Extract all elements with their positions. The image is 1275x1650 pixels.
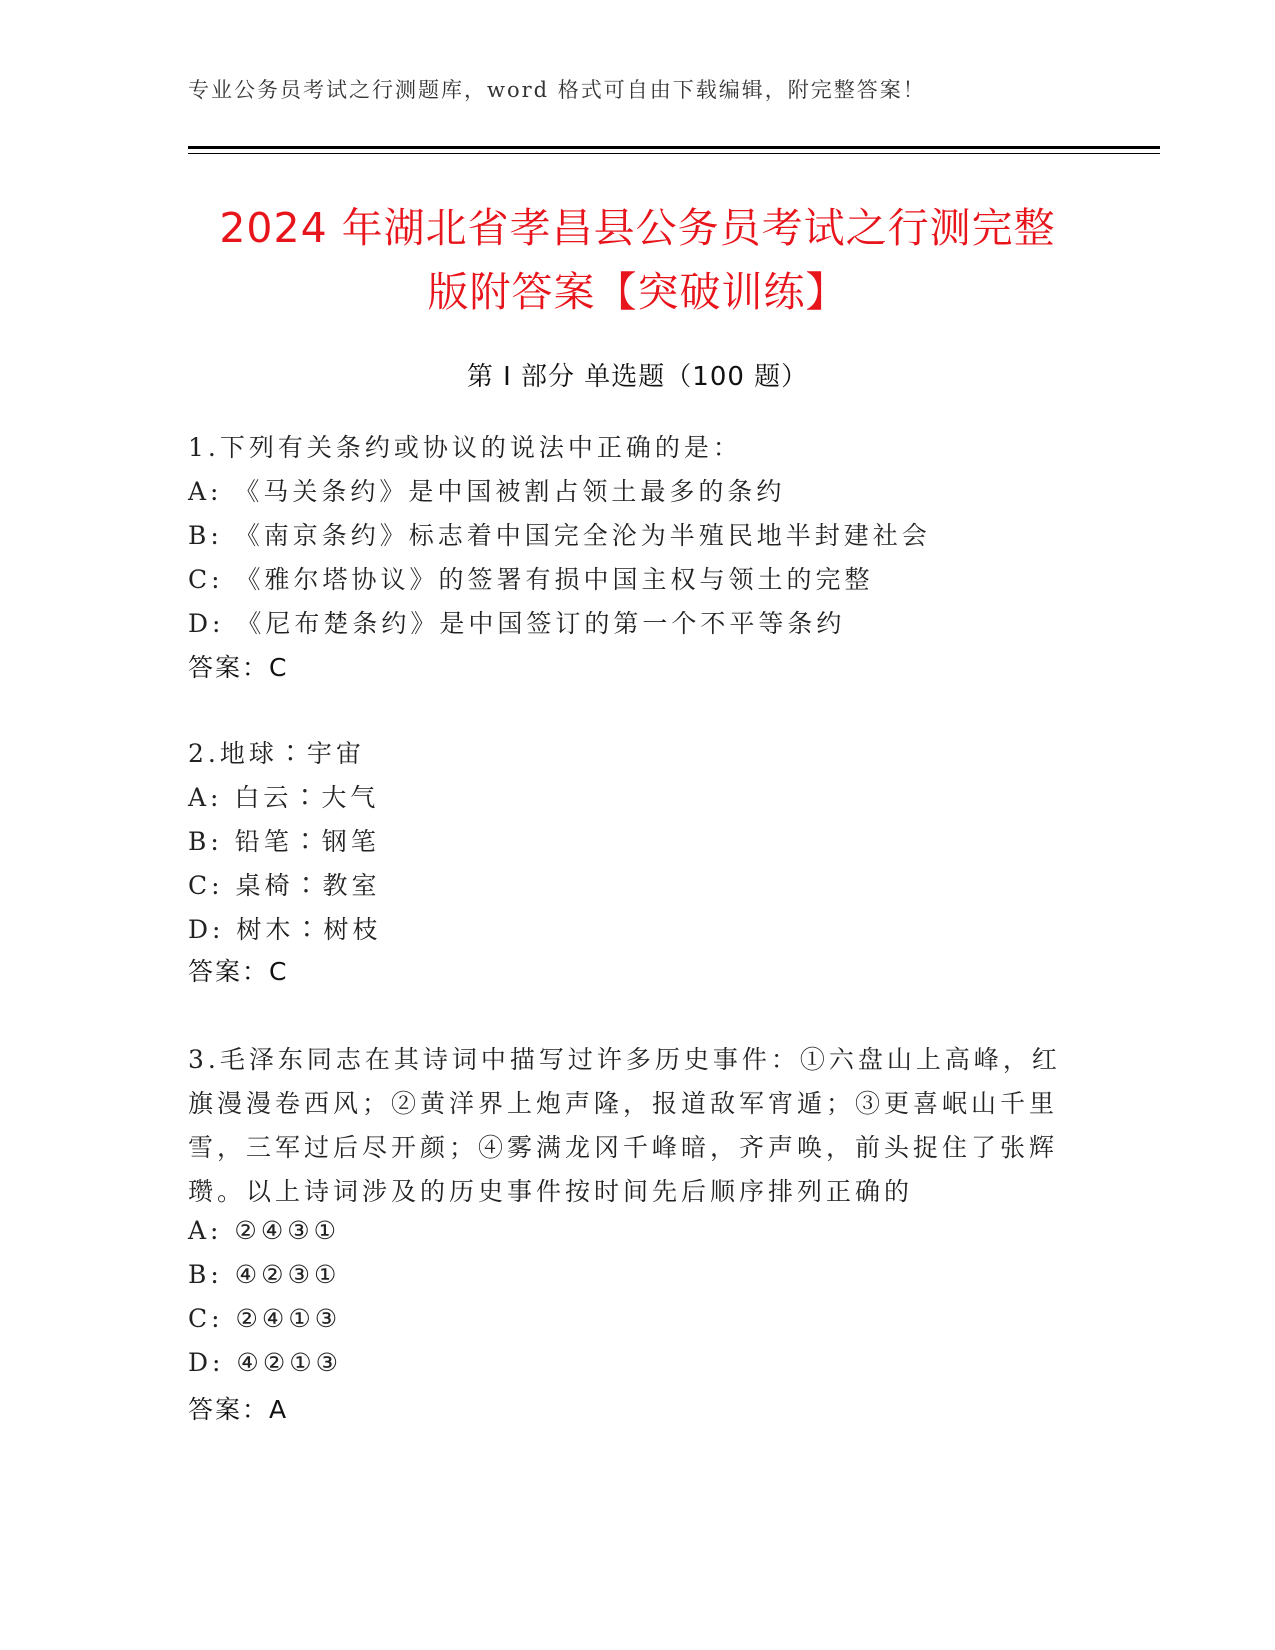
- title-line-1: 2024 年湖北省孝昌县公务员考试之行测完整: [219, 204, 1056, 252]
- option-a: A: 白云∶大气: [188, 783, 380, 812]
- answer-line: 答案：A: [188, 1395, 289, 1424]
- document-title: [140, 196, 1135, 324]
- option-d: D: 《尼布楚条约》是中国签订的第一个不平等条约: [188, 609, 846, 638]
- question-stem: 2.地球∶宇宙: [188, 739, 365, 768]
- option-b: B: ④②③①: [188, 1260, 341, 1289]
- option-d: D: 树木∶树枝: [188, 915, 382, 944]
- header-note: 专业公务员考试之行测题库，word 格式可自由下载编辑，附完整答案！: [188, 78, 926, 102]
- answer-line: 答案：C: [188, 653, 289, 682]
- option-a: A: ②④③①: [188, 1216, 341, 1245]
- question-stem-line-2: 旗漫漫卷西风；②黄洋界上炮声隆，报道敌军宵遁；③更喜岷山千里: [188, 1089, 1059, 1118]
- option-c: C: 《雅尔塔协议》的签署有损中国主权与领土的完整: [188, 565, 874, 594]
- answer-line: 答案：C: [188, 957, 289, 986]
- title-line-2: 版附答案【突破训练】: [427, 268, 848, 316]
- header-rule-thin: [188, 153, 1160, 154]
- option-b: B: 《南京条约》标志着中国完全沦为半殖民地半封建社会: [188, 521, 931, 550]
- question-stem-line-1: 3.毛泽东同志在其诗词中描写过许多历史事件：①六盘山上高峰，红: [188, 1045, 1061, 1074]
- option-a: A: 《马关条约》是中国被割占领土最多的条约: [188, 477, 786, 506]
- section-heading: 第 I 部分 单选题（100 题）: [466, 362, 809, 392]
- option-d: D: ④②①③: [188, 1348, 343, 1377]
- question-stem-line-4: 瓒。以上诗词涉及的历史事件按时间先后顺序排列正确的: [188, 1177, 914, 1206]
- header-rule-thick: [188, 146, 1160, 149]
- question-stem: 1.下列有关条约或协议的说法中正确的是：: [188, 433, 742, 462]
- option-c: C: 桌椅∶教室: [188, 871, 381, 900]
- option-c: C: ②④①③: [188, 1304, 342, 1333]
- option-b: B: 铅笔∶钢笔: [188, 827, 380, 856]
- question-stem-line-3: 雪，三军过后尽开颜；④雾满龙冈千峰暗，齐声唤，前头捉住了张辉: [188, 1133, 1059, 1162]
